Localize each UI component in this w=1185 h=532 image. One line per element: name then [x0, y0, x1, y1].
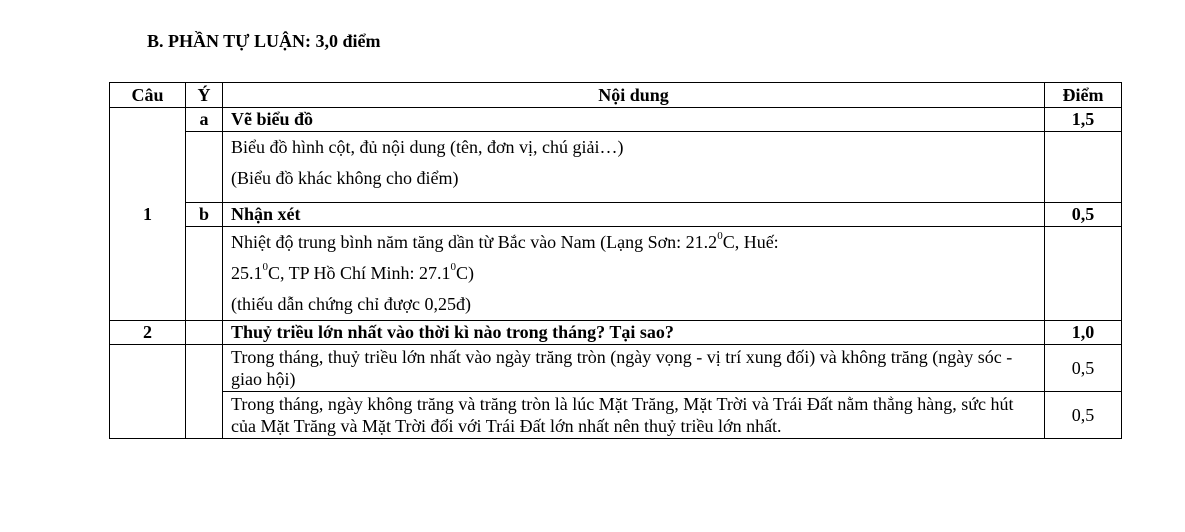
q1a-empty-score	[1045, 132, 1122, 203]
q1b-line2	[231, 258, 1036, 289]
q1b-line2-a: 25.1	[231, 263, 263, 283]
q2-title-row	[110, 321, 1122, 345]
q1b-score: 0,5	[1045, 203, 1122, 227]
q1b-line1	[231, 227, 1036, 258]
q2-empty-y	[186, 321, 223, 345]
q1b-empty-score	[1045, 227, 1122, 321]
header-y: Ý	[186, 83, 223, 108]
q1-label: 1	[110, 108, 186, 321]
q1b-title: Nhận xét	[223, 203, 1045, 227]
answer-table	[109, 82, 1122, 439]
q1a-title-row	[110, 108, 1122, 132]
header-cau: Câu	[110, 83, 186, 108]
q1a-empty-y	[186, 132, 223, 203]
q2-p2-row	[110, 392, 1122, 439]
q2-p1: Trong tháng, thuỷ triều lớn nhất vào ngày trăng tròn (ngày vọng - vị trí xung đối) và không trăng (ngày sóc - giao hội)	[223, 345, 1045, 392]
q2-empty-cau	[110, 345, 186, 439]
q1b-empty-y	[186, 227, 223, 321]
q1b-title-row	[110, 203, 1122, 227]
q2-label: 2	[110, 321, 186, 345]
q1b-line2-b: C, TP Hồ Chí Minh: 27.1	[268, 263, 451, 283]
q1b-line1-post: C, Huế:	[722, 232, 779, 252]
q1a-content	[223, 132, 1045, 203]
q1b-line3: (thiếu dẫn chứng chỉ được 0,25đ)	[231, 294, 471, 314]
header-row	[110, 83, 1122, 108]
q1b-content	[223, 227, 1045, 321]
q1a-title: Vẽ biểu đồ	[223, 108, 1045, 132]
q2-title: Thuỷ triều lớn nhất vào thời kì nào trong tháng? Tại sao?	[223, 321, 1045, 345]
section-heading: B. PHẦN TỰ LUẬN: 3,0 điểm	[147, 31, 381, 51]
q2-p1-score: 0,5	[1045, 345, 1122, 392]
q1a-line2: (Biểu đồ khác không cho điểm)	[231, 168, 459, 188]
q1a-content-row	[110, 132, 1122, 203]
q2-p1-row	[110, 345, 1122, 392]
q1a-score: 1,5	[1045, 108, 1122, 132]
q2-score: 1,0	[1045, 321, 1122, 345]
header-diem: Điểm	[1045, 83, 1122, 108]
q2-p2: Trong tháng, ngày không trăng và trăng tròn là lúc Mặt Trăng, Mặt Trời và Trái Đất nằm thẳng hàng, sức hút của Mặt Trăng và Mặt Trời đối với Trái Đất lớn nhất nên thuỷ triều lớn nhất.	[223, 392, 1045, 439]
q1b-line1-pre: Nhiệt độ trung bình năm tăng dần từ Bắc vào Nam (Lạng Sơn: 21.2	[231, 232, 718, 252]
degree-sup: 0	[262, 261, 268, 273]
degree-sup: 0	[450, 261, 457, 273]
header-noidung: Nội dung	[223, 83, 1045, 108]
q1a-line1: Biểu đồ hình cột, đủ nội dung (tên, đơn vị, chú giải…)	[231, 137, 624, 157]
degree-sup: 0	[717, 230, 723, 242]
q2-p2-score: 0,5	[1045, 392, 1122, 439]
q1a-label: a	[186, 108, 223, 132]
q2-empty-y2	[186, 345, 223, 439]
q1b-label: b	[186, 203, 223, 227]
q1b-line2-c: C)	[456, 263, 475, 283]
